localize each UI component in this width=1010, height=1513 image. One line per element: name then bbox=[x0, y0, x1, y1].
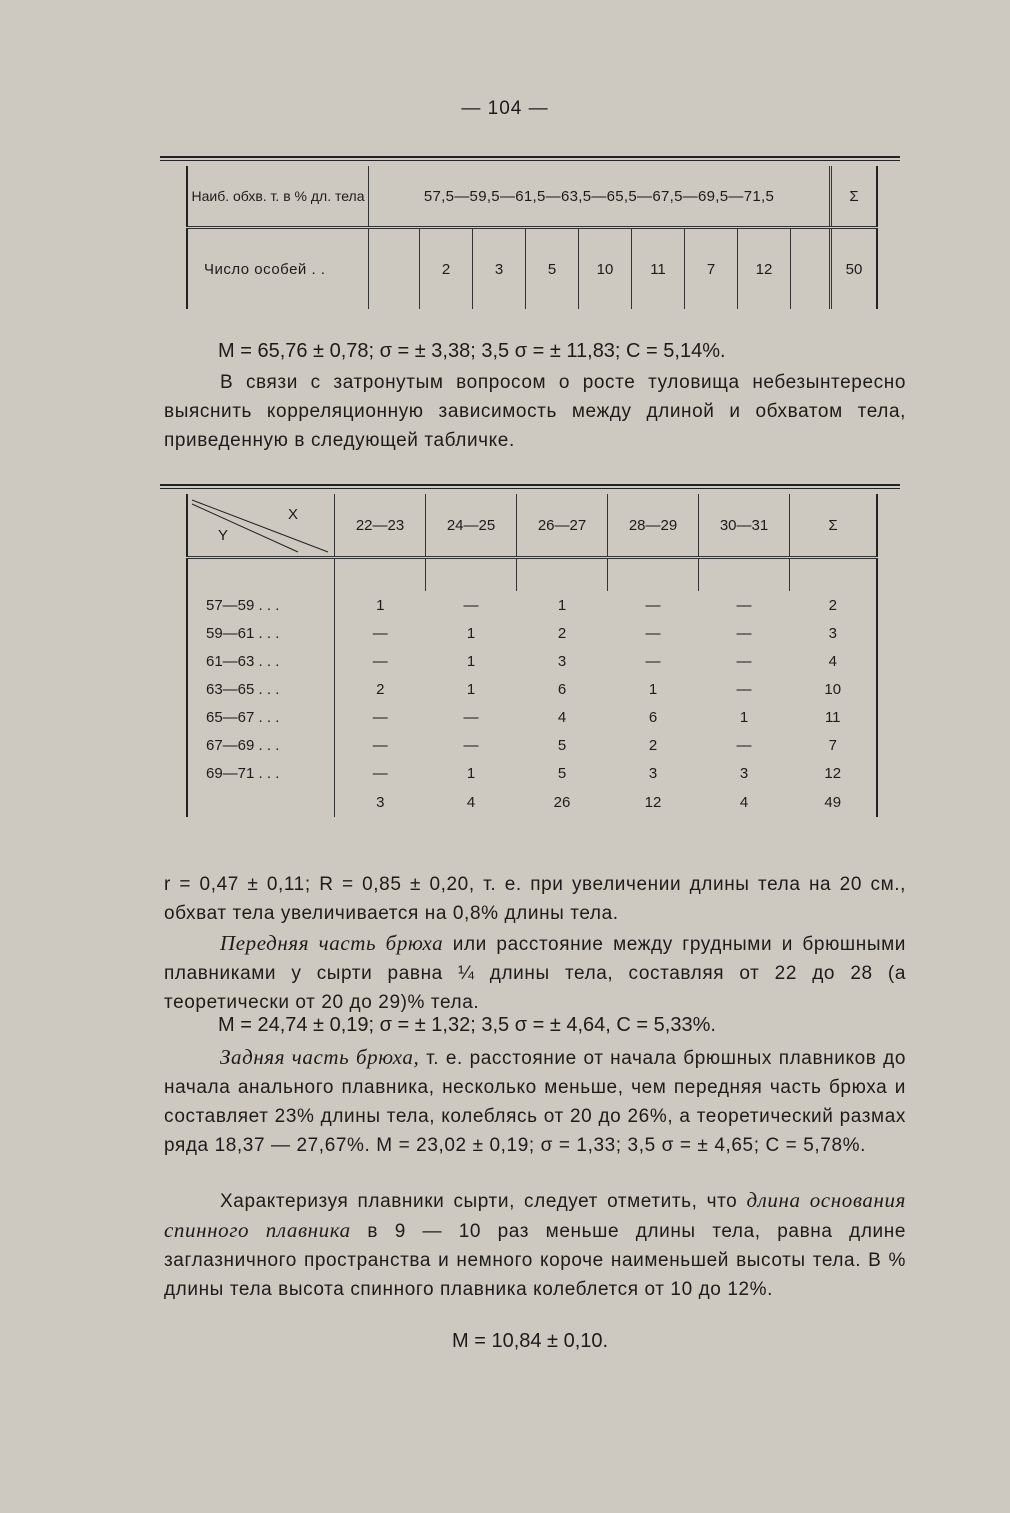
count-cell bbox=[791, 228, 831, 310]
count-cell: 12 bbox=[738, 228, 791, 310]
column-header: 30—31 bbox=[699, 494, 790, 558]
paragraph-text: т. е. расстояние от начала брюшных плавников до начала анального плавника, несколько меньше, чем передняя часть брюха и составляет 23% длины тела, колеблясь от 20 до 26%, а теоретический размах ряда 18,37 — 27,67%. M = 23,02 ± 0,19; σ = 1,33; 3,5 σ = ± 4,65; C = 5,78%. bbox=[164, 1048, 907, 1156]
table-cell: 7 bbox=[790, 731, 878, 759]
table-row bbox=[187, 591, 877, 619]
totals-row bbox=[187, 787, 877, 817]
table-row bbox=[187, 228, 877, 310]
sum-header: Σ bbox=[831, 166, 878, 228]
total-cell: 49 bbox=[790, 787, 878, 817]
paragraph-text: в 9 — 10 раз меньше длины тела, равна длине заглазничного пространства и немного короче наименьшей высоты тела. В % длины тела высота спинного плавника колеблется от 10 до 12%. bbox=[164, 1221, 906, 1300]
formula-front-abdomen: M = 24,74 ± 0,19; σ = ± 1,32; 3,5 σ = ± 4,64, C = 5,33%. bbox=[218, 1014, 716, 1036]
column-header: Σ bbox=[790, 494, 878, 558]
total-cell: 50 bbox=[831, 228, 878, 310]
paragraph-rear-abdomen bbox=[164, 1043, 906, 1160]
table-row bbox=[187, 703, 877, 731]
table-cell: 2 bbox=[790, 591, 878, 619]
table-cell: 1 bbox=[376, 596, 385, 614]
table-cell: — bbox=[736, 652, 752, 670]
count-cell: 7 bbox=[685, 228, 738, 310]
table-row bbox=[187, 759, 877, 787]
row-label: 69—71 . . . bbox=[187, 759, 335, 787]
diagonal-divider-icon bbox=[188, 494, 334, 556]
girth-distribution-table bbox=[186, 166, 878, 309]
total-cell: 4 bbox=[739, 793, 749, 811]
table-cell: — bbox=[372, 764, 388, 782]
column-header: 22—23 bbox=[335, 494, 426, 558]
table-cell: 6 bbox=[557, 680, 567, 698]
row-label: Число особей . . bbox=[187, 228, 369, 310]
column-header: 28—29 bbox=[608, 494, 699, 558]
table-cell: — bbox=[736, 736, 752, 754]
row-label: 67—69 . . . bbox=[187, 731, 335, 759]
paragraph-front-abdomen bbox=[164, 929, 906, 1017]
table-cell: 2 bbox=[557, 624, 567, 642]
table-cell: 1 bbox=[648, 680, 658, 698]
paragraph-text: или расстояние между грудными и брюшными плавниками у сырти равна ¼ длины тела, составляя от 22 до 28 (а теоретически от 20 до 29)% тела. bbox=[164, 934, 906, 1013]
count-cell: 2 bbox=[420, 228, 473, 310]
table-cell: 1 bbox=[466, 680, 476, 698]
column-header: 24—25 bbox=[426, 494, 517, 558]
table-row bbox=[187, 731, 877, 759]
table-cell: 1 bbox=[739, 708, 749, 726]
header-range: 57,5—59,5—61,5—63,5—65,5—67,5—69,5—71,5 bbox=[369, 166, 831, 228]
total-cell: 12 bbox=[644, 793, 662, 811]
table-cell: — bbox=[736, 680, 752, 698]
formula-girth: M = 65,76 ± 0,78; σ = ± 3,38; 3,5 σ = ± 11,83; C = 5,14%. bbox=[218, 340, 726, 362]
header-label: Наиб. обхв. т. в % дл. тела bbox=[187, 166, 369, 228]
total-cell: 26 bbox=[553, 793, 571, 811]
row-label: 57—59 . . . bbox=[187, 591, 335, 619]
row-label: 59—61 . . . bbox=[187, 619, 335, 647]
table-cell: 3 bbox=[557, 652, 567, 670]
paragraph-text: Характеризуя плавники сырти, следует отметить, что bbox=[220, 1191, 747, 1212]
correlation-table bbox=[186, 494, 878, 817]
table-header-row bbox=[187, 166, 877, 228]
table-cell: — bbox=[736, 596, 752, 614]
totals-label bbox=[187, 787, 335, 817]
count-cell: 5 bbox=[526, 228, 579, 310]
total-cell: 3 bbox=[376, 793, 385, 811]
table-cell: — bbox=[645, 596, 661, 614]
table-cell: — bbox=[645, 624, 661, 642]
paragraph-correlation-result: r = 0,47 ± 0,11; R = 0,85 ± 0,20, т. е. при увеличении длины тела на 20 см., обхват тела увеличивается на 0,8% длины тела. bbox=[164, 874, 906, 924]
count-cell bbox=[369, 228, 420, 310]
table1-top-rule bbox=[160, 156, 900, 161]
table-cell: — bbox=[372, 708, 388, 726]
corner-cell bbox=[187, 494, 335, 558]
paragraph-fins bbox=[164, 1186, 906, 1304]
column-header: 26—27 bbox=[517, 494, 608, 558]
table2-top-rule bbox=[160, 484, 900, 489]
table-spacer-row bbox=[187, 558, 877, 592]
page-number: — 104 — bbox=[461, 98, 549, 119]
table-cell: 1 bbox=[466, 624, 476, 642]
paragraph-correlation-intro: В связи с затронутым вопросом о росте туловища небезынтересно выяснить корреляционную зависимость между длиной и обхватом тела, приведенную в следующей табличке. bbox=[164, 372, 906, 451]
table-cell: — bbox=[463, 736, 479, 754]
y-axis-label: Y bbox=[218, 527, 229, 544]
formula-dorsal-fin: M = 10,84 ± 0,10. bbox=[452, 1330, 609, 1352]
table-cell: 4 bbox=[557, 708, 567, 726]
italic-term: длина основания спинного плавника bbox=[164, 1188, 906, 1242]
table-row bbox=[187, 647, 877, 675]
row-label: 61—63 . . . bbox=[187, 647, 335, 675]
table-cell: 3 bbox=[648, 764, 658, 782]
table-cell: 2 bbox=[376, 680, 385, 698]
table-cell: — bbox=[463, 596, 479, 614]
table-cell: — bbox=[645, 652, 661, 670]
table-cell: 12 bbox=[790, 759, 878, 787]
row-label: 63—65 . . . bbox=[187, 675, 335, 703]
x-axis-label: X bbox=[287, 506, 298, 523]
table-cell: — bbox=[372, 652, 388, 670]
table-cell: — bbox=[372, 736, 388, 754]
table-cell: 11 bbox=[790, 703, 878, 731]
count-cell: 3 bbox=[473, 228, 526, 310]
italic-term: Задняя часть брюха, bbox=[220, 1045, 420, 1069]
table-cell: 4 bbox=[790, 647, 878, 675]
table-cell: — bbox=[372, 624, 388, 642]
table-cell: 1 bbox=[557, 596, 567, 614]
table-cell: 5 bbox=[557, 764, 567, 782]
table-cell: 6 bbox=[648, 708, 658, 726]
table-cell: 3 bbox=[739, 764, 749, 782]
count-cell: 10 bbox=[579, 228, 632, 310]
table-cell: — bbox=[463, 708, 479, 726]
table-row bbox=[187, 675, 877, 703]
row-label: 65—67 . . . bbox=[187, 703, 335, 731]
table-cell: — bbox=[736, 624, 752, 642]
table-cell: 5 bbox=[557, 736, 567, 754]
table-row bbox=[187, 619, 877, 647]
italic-term: Передняя часть брюха bbox=[220, 931, 444, 955]
table-header-row bbox=[187, 494, 877, 558]
count-cell: 11 bbox=[632, 228, 685, 310]
table-cell: 3 bbox=[790, 619, 878, 647]
table-cell: 1 bbox=[466, 652, 476, 670]
table-cell: 10 bbox=[790, 675, 878, 703]
total-cell: 4 bbox=[466, 793, 476, 811]
table-cell: 1 bbox=[466, 764, 476, 782]
table-cell: 2 bbox=[648, 736, 658, 754]
